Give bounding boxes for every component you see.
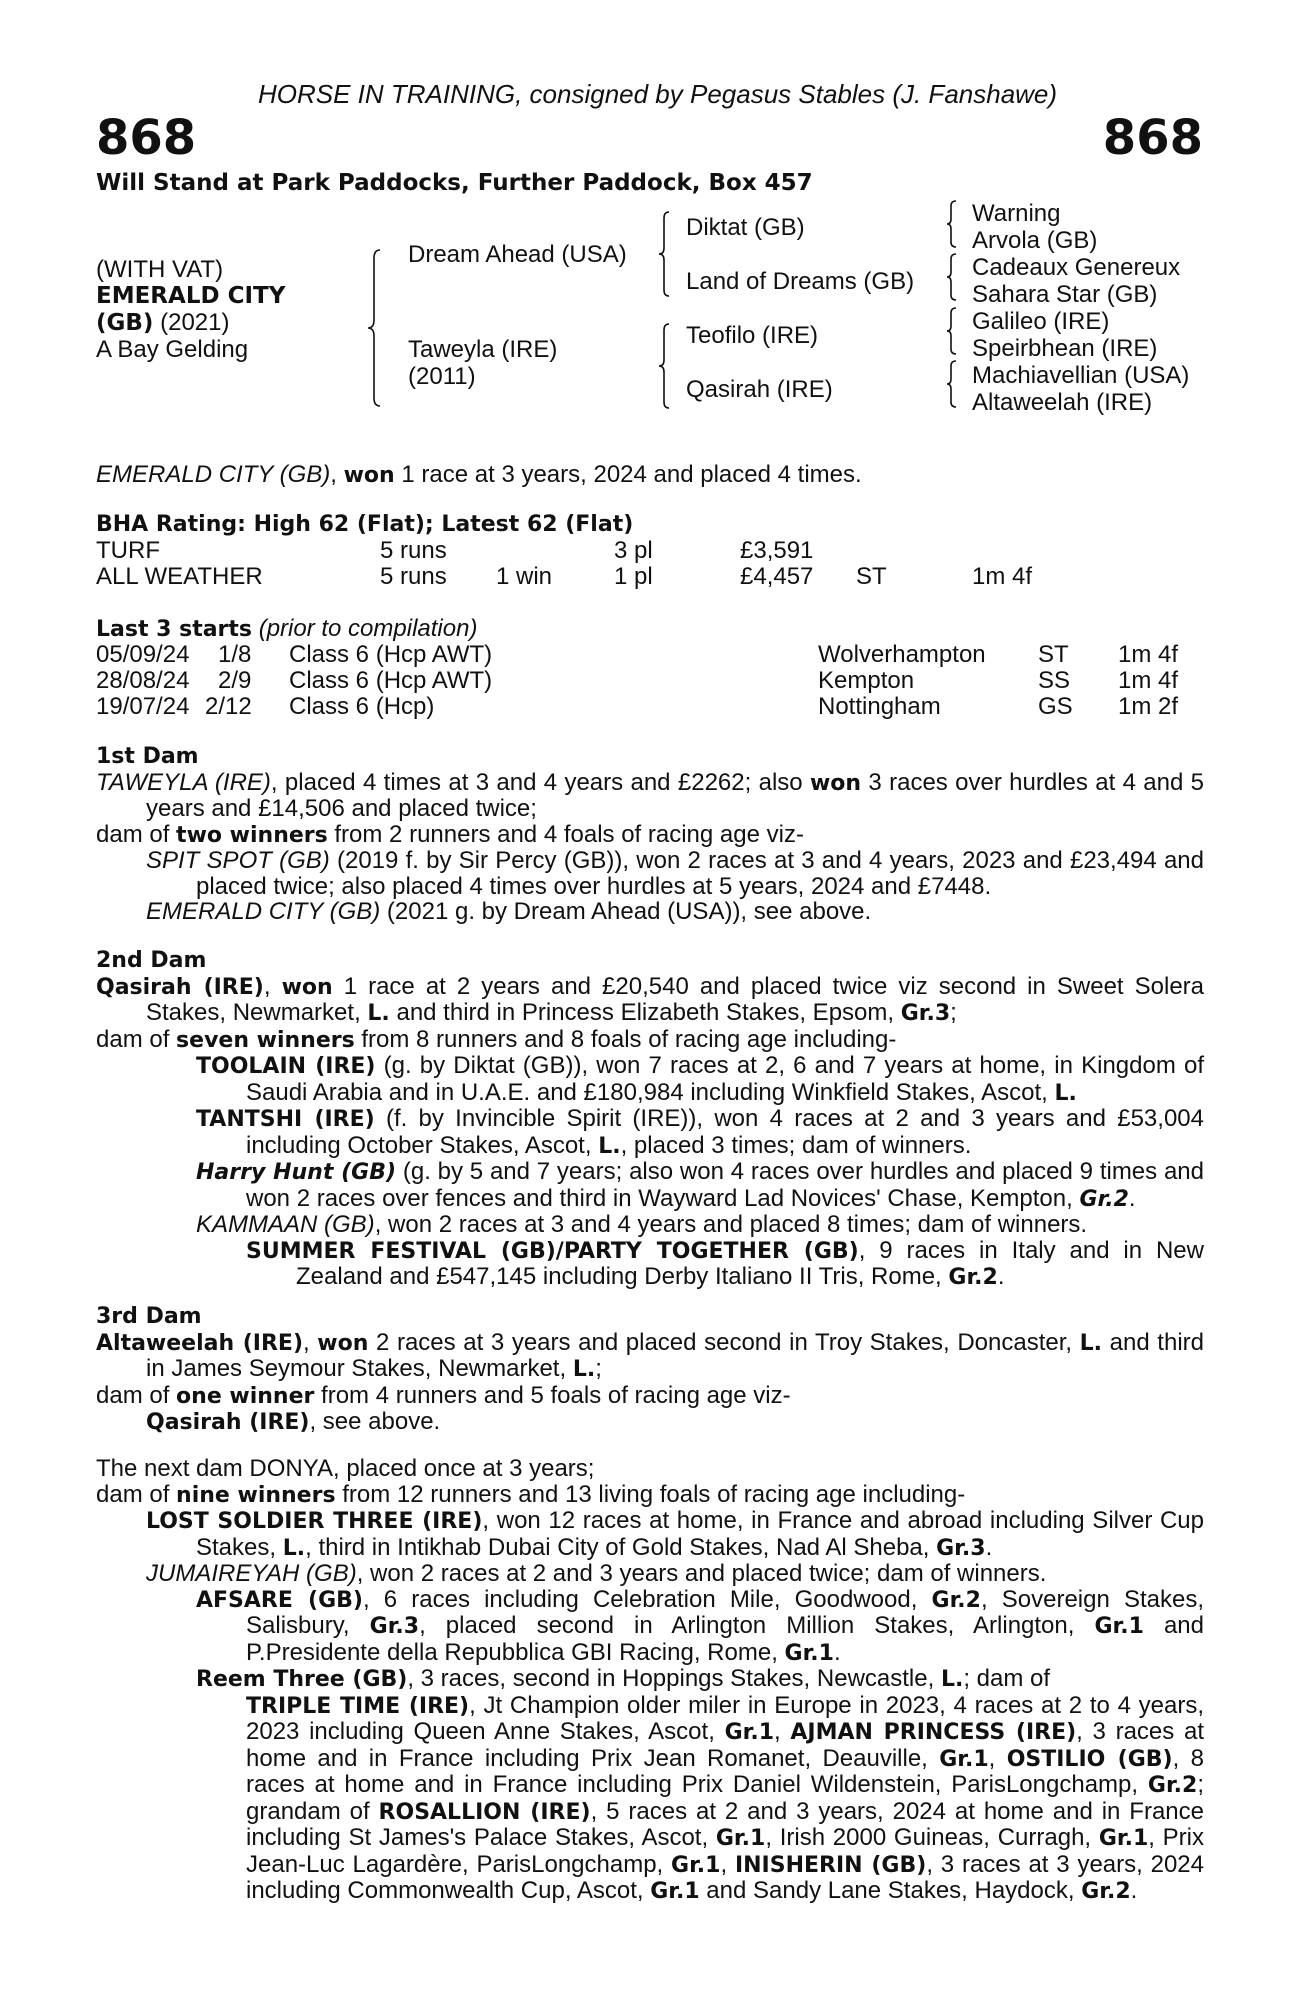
stand-location: Will Stand at Park Paddocks, Further Paddock, Box 457	[96, 170, 813, 196]
pedigree-dss: Galileo (IRE)	[972, 308, 1110, 335]
third-dam-section: 3rd Dam Altaweelah (IRE), won 2 races at 3 years and placed second in Troy Stakes, Doncaster, L. and third in James Seymour Stakes, Newmarket, L.; dam of one winner from 4 runners and 5 foals of racing age viz- Qasirah (IRE), see above.	[96, 1304, 1204, 1435]
horse-origin	[96, 310, 229, 336]
pedigree-brace-dd	[944, 359, 960, 409]
pedigree-sss: Warning	[972, 200, 1061, 227]
pedigree-sire-dam: Land of Dreams (GB)	[686, 268, 915, 295]
horse-description: A Bay Gelding	[96, 336, 249, 363]
section-title: 1st Dam	[96, 744, 199, 769]
pedigree-dsd: Speirbhean (IRE)	[972, 335, 1158, 362]
lot-number-right: 868	[1102, 110, 1203, 166]
race-summary: EMERALD CITY (GB), won 1 race at 3 years, 2024 and placed 4 times.	[96, 461, 862, 488]
horse-year: (2021)	[153, 309, 230, 336]
last-starts-title: Last 3 starts (prior to compilation)	[96, 615, 478, 642]
pedigree-sire: Dream Ahead (USA)	[408, 241, 627, 268]
pedigree-dam-dam: Qasirah (IRE)	[686, 376, 833, 403]
pedigree-brace-sd	[944, 252, 960, 302]
pedigree-sdd: Sahara Star (GB)	[972, 281, 1158, 308]
horse-name: EMERALD CITY	[96, 283, 286, 309]
pedigree-dds: Machiavellian (USA)	[972, 362, 1190, 389]
vat-note: (WITH VAT)	[96, 256, 224, 283]
consignor-line: HORSE IN TRAINING, consigned by Pegasus Stables (J. Fanshawe)	[257, 79, 1058, 109]
pedigree-dam: Taweyla (IRE)	[408, 336, 558, 363]
pedigree-sds: Cadeaux Genereux	[972, 254, 1181, 281]
pedigree-brace-sire	[656, 210, 674, 298]
pedigree-brace-ds	[944, 306, 960, 356]
lot-number-left: 868	[96, 110, 197, 166]
pedigree-brace-dam	[656, 322, 674, 410]
pedigree-sire-sire: Diktat (GB)	[686, 214, 805, 241]
pedigree-ddd: Altaweelah (IRE)	[972, 389, 1153, 416]
pedigree-brace-main	[364, 248, 386, 408]
pedigree-ssd: Arvola (GB)	[972, 227, 1098, 254]
horse-country: (GB)	[96, 310, 154, 336]
first-dam-section: 1st Dam TAWEYLA (IRE), placed 4 times at 3 and 4 years and £2262; also won 3 races over hurdles at 4 and 5 years and £14,506 and placed twice; dam of two winners from 2 runners and 4 foals of racing age viz- SPIT SPOT (GB) (2019 f. by Sir Percy (GB)), won 2 races at 3 and 4 years, 2023 and £23,494 and placed twice; also placed 4 times over hurdles at 5 years, 2024 and £7448. EMERALD CITY (GB) (2021 g. by Dream Ahead (USA)), see above.	[96, 744, 1204, 925]
pedigree-dam-sire: Teofilo (IRE)	[686, 322, 819, 349]
pedigree-dam-year: (2011)	[408, 363, 476, 390]
next-dam-section: The next dam DONYA, placed once at 3 years; dam of nine winners from 12 runners and 13 living foals of racing age including- LOST SOLDIER THREE (IRE), won 12 races at home, in France and abroad including Silver Cup Stakes, L., third in Intikhab Dubai City of Gold Stakes, Nad Al Sheba, Gr.3. JUMAIREYAH (GB), won 2 races at 2 and 3 years and placed twice; dam of winners. AFSARE (GB), 6 races including Celebration Mile, Goodwood, Gr.2, Sovereign Stakes, Salisbury, Gr.3, placed second in Arlington Million Stakes, Arlington, Gr.1 and P.Presidente della Repubblica GBI Racing, Rome, Gr.1. Reem Three (GB), 3 races, second in Hoppings Stakes, Newcastle, L.; dam of TRIPLE TIME (IRE), Jt Champion older miler in Europe in 2023, 4 races at 2 to 4 years, 2023 including Queen Anne Stakes, Ascot, Gr.1, AJMAN PRINCESS (IRE), 3 races at home and in France including Prix Jean Romanet, Deauville, Gr.1, OSTILIO (GB), 8 races at home and in France including Prix Daniel Wildenstein, ParisLongchamp, Gr.2; grandam of ROSALLION (IRE), 5 races at 2 and 3 years, 2024 at home and in France including St James's Palace Stakes, Ascot, Gr.1, Irish 2000 Guineas, Curragh, Gr.1, Prix Jean-Luc Lagardère, ParisLongchamp, Gr.1, INISHERIN (GB), 3 races at 3 years, 2024 including Commonwealth Cup, Ascot, Gr.1 and Sandy Lane Stakes, Haydock, Gr.2.	[96, 1455, 1205, 1904]
section-title: 2nd Dam	[96, 948, 207, 973]
second-dam-section: 2nd Dam Qasirah (IRE), won 1 race at 2 years and £20,540 and placed twice viz second in Sweet Solera Stakes, Newmarket, L. and third in Princess Elizabeth Stakes, Epsom, Gr.3; dam of seven winners from 8 runners and 8 foals of racing age including- TOOLAIN (IRE) (g. by Diktat (GB)), won 7 races at 2, 6 and 7 years at home, in Kingdom of Saudi Arabia and in U.A.E. and £180,984 including Winkfield Stakes, Ascot, L. TANTSHI (IRE) (f. by Invincible Spirit (IRE)), won 4 races at 2 and 3 years and £53,004 including October Stakes, Ascot, L., placed 3 times; dam of winners. Harry Hunt (GB) (g. by 5 and 7 years; also won 4 races over hurdles and placed 9 times and won 2 races over fences and third in Wayward Lad Novices' Chase, Kempton, Gr.2. KAMMAAN (GB), won 2 races at 3 and 4 years and placed 8 times; dam of winners. SUMMER FESTIVAL (GB)/PARTY TOGETHER (GB), 9 races in Italy and in New Zealand and £547,145 including Derby Italiano II Tris, Rome, Gr.2.	[96, 948, 1205, 1290]
bha-rating-title: BHA Rating: High 62 (Flat); Latest 62 (Flat)	[96, 512, 634, 537]
catalogue-page: HORSE IN TRAINING, consigned by Pegasus Stables (J. Fanshawe) 868 868 Will Stand at Park Paddocks, Further Paddock, Box 457 (WITH VAT) EMERALD CITY (GB) (2021) A Bay Gelding Dream Ahead (USA) Taweyla (IRE) (2011) Diktat (GB) Land of Dreams (GB) Teofilo (IRE) Qasirah (IRE) Warning Arvola (GB) Cadeaux Genereux Sahara Star (GB) Galileo (IRE) Speirbhean (IRE) Machiavellian (USA) Altaweelah (IRE) EMERALD CITY (GB), won 1 race at 3 years, 2024 and placed 4 times. BHA Rating: High 62 (Flat); Latest 62 (Flat) TURF 5 runs 3 pl £3,591 ALL WEATHER 5 runs 1 win 1 pl £4,457 ST 1m 4f Last 3 starts (prior to compilation) 05/09/24 1/8 Class 6 (Hcp AWT) Wolverhampton ST 1m 4f 28/08/24 2/9 Class 6 (Hcp AWT) Kempton SS 1m 4f 19/07/24 2/12 Class 6 (Hcp) Nottingham GS 1m 2f 1st Dam TAWEYLA (IRE), placed 4 times at 3 and 4 years and £2262; also won 3 races over hurdles at 4 and 5 years and £14,506 and placed twice; dam of two winners from 2 runners and 4 foals of racing age viz- SPIT SPOT (GB) (2019 f. by Sir Percy (GB)), won 2 races at 3 and 4 years, 2023 and £23,494 and placed twice; also placed 4 times over hurdles at 5 years, 2024 and £7448. EMERALD CITY (GB) (2021 g. by Dream Ahead (USA)), see above. 2nd Dam Qasirah (IRE), won 1 race at 2 years and £20,540 and placed twice viz second in Sweet Solera Stakes, Newmarket, L. and third in Princess Elizabeth Stakes, Epsom, Gr.3; dam of seven winners from 8 runners and 8 foals of racing age including- TOOLAIN (IRE) (g. by Diktat (GB)), won 7 races at 2, 6 and 7 years at home, in Kingdom of Saudi Arabia and in U.A.E. and £180,984 including Winkfield Stakes, Ascot, L. TANTSHI (IRE) (f. by Invincible Spirit (IRE)), won 4 races at 2 and 3 years and £53,004 including October Stakes, Ascot, L., placed 3 times; dam of winners. Harry Hunt (GB) (g. by 5 and 7 years; also won 4 races over hurdles and placed 9 times and won 2 races over fences and third in Wayward Lad Novices' Chase, Kempton, Gr.2. KAMMAAN (GB), won 2 races at 3 and 4 years and placed 8 times; dam of winners. SUMMER FESTIVAL (GB)/PARTY TOGETHER (GB), 9 races in Italy and in New Zealand and £547,145 including Derby Italiano II Tris, Rome, Gr.2. 3rd Dam Altaweelah (IRE), won 2 races at 3 years and placed second in Troy Stakes, Doncaster, L. and third in James Seymour Stakes, Newmarket, L.; dam of one winner from 4 runners and 5 foals of racing age viz- Qasirah (IRE), see above. The next dam DONYA, placed once at 3 years; dam of nine winners from 12 runners and 13 living foals of racing age including- LOST SOLDIER THREE (IRE), won 12 races at home, in France and abroad including Silver Cup Stakes, L., third in Intikhab Dubai City of Gold Stakes, Nad Al Sheba, Gr.3. JUMAIREYAH (GB), won 2 races at 2 and 3 years and placed twice; dam of winners. AFSARE (GB), 6 races including Celebration Mile, Goodwood, Gr.2, Sovereign Stakes, Salisbury, Gr.3, placed second in Arlington Million Stakes, Arlington, Gr.1 and P.Presidente della Repubblica GBI Racing, Rome, Gr.1. Reem Three (GB), 3 races, second in Hoppings Stakes, Newcastle, L.; dam of TRIPLE TIME (IRE), Jt Champion older miler in Europe in 2023, 4 races at 2 to 4 years, 2023 including Queen Anne Stakes, Ascot, Gr.1, AJMAN PRINCESS (IRE), 3 races at home and in France including Prix Jean Romanet, Deauville, Gr.1, OSTILIO (GB), 8 races at home and in France including Prix Daniel Wildenstein, ParisLongchamp, Gr.2; grandam of ROSALLION (IRE), 5 races at 2 and 3 years, 2024 at home and in France including St James's Palace Stakes, Ascot, Gr.1, Irish 2000 Guineas, Curragh, Gr.1, Prix Jean-Luc Lagardère, ParisLongchamp, Gr.1, INISHERIN (GB), 3 races at 3 years, 2024 including Commonwealth Cup, Ascot, Gr.1 and Sandy Lane Stakes, Haydock, Gr.2.	[0, 0, 1315, 2000]
section-title: 3rd Dam	[96, 1304, 202, 1329]
pedigree-brace-ss	[944, 199, 960, 249]
